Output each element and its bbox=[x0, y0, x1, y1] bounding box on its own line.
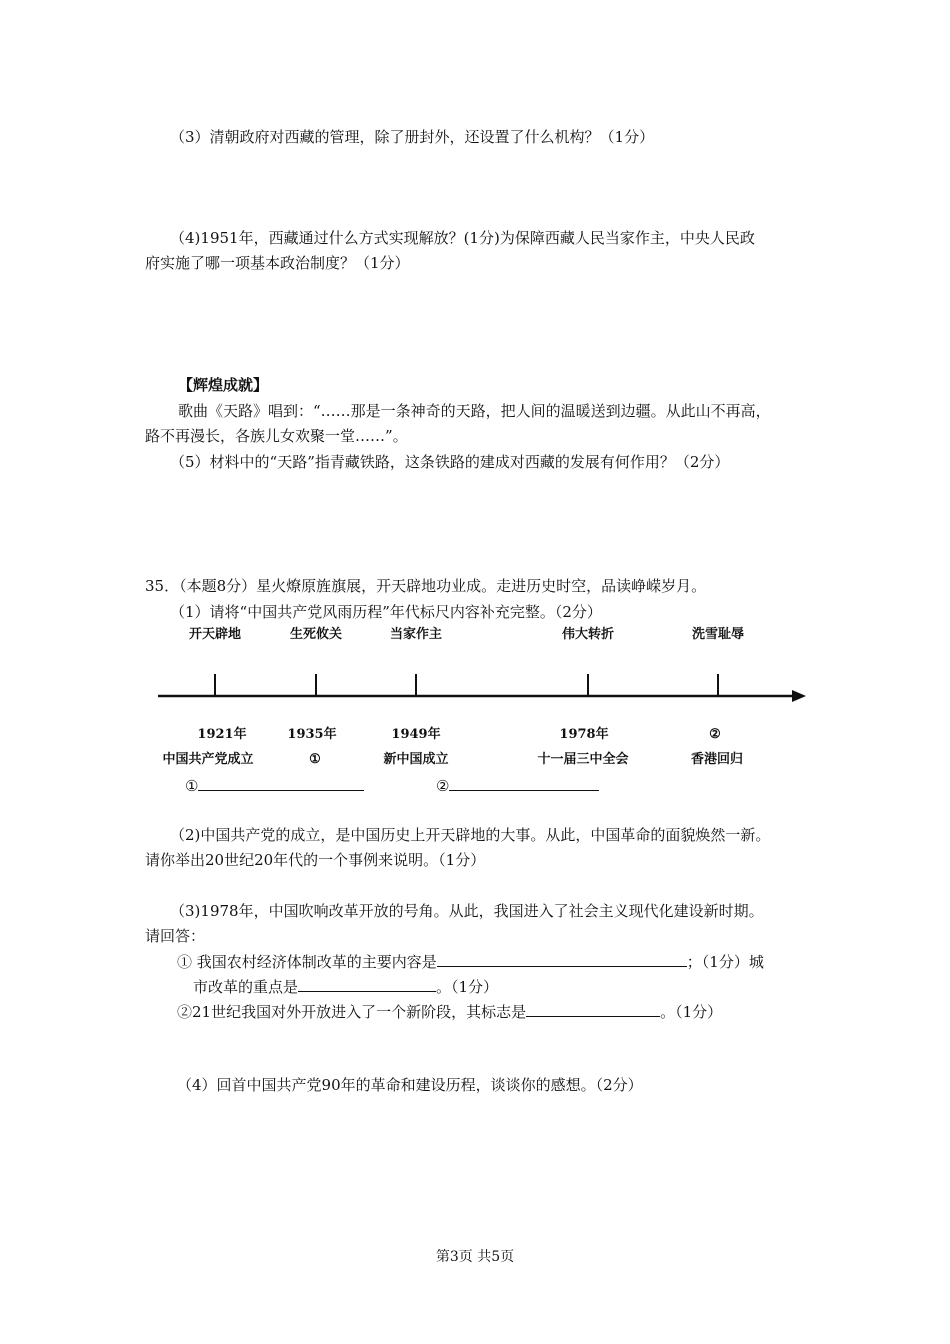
section-title: 【辉煌成就】 bbox=[178, 376, 269, 394]
timeline-event-3: 新中国成立 bbox=[383, 752, 449, 767]
q34-sub4-line1: （4)1951年，西藏通过什么方式实现解放？(1分)为保障西藏人民当家作主，中央人民政 bbox=[170, 229, 755, 247]
timeline-event-5: 香港回归 bbox=[690, 752, 744, 767]
q34-sub5: （5）材料中的“天路”指青藏铁路，这条铁路的建成对西藏的发展有何作用？（2分） bbox=[170, 453, 730, 471]
sub3-item2-suffix: 。（1分） bbox=[660, 1003, 723, 1021]
q34-sub3: （3）清朝政府对西藏的管理，除了册封外，还设置了什么机构？（1分） bbox=[170, 128, 655, 146]
q35-sub3-item2 bbox=[177, 1001, 722, 1022]
blank-mark-1: ① bbox=[185, 777, 199, 795]
timeline-event-1: 中国共产党成立 bbox=[162, 752, 254, 767]
blank-urban-reform[interactable] bbox=[298, 976, 436, 992]
timeline-axis bbox=[150, 664, 810, 704]
q35-sub2-line1: （2)中国共产党的成立，是中国历史上开天辟地的大事。从此，中国革命的面貌焕然一新。 bbox=[170, 826, 771, 844]
timeline-year-4: 1978年 bbox=[559, 727, 609, 742]
timeline-top-label-1: 开天辟地 bbox=[188, 627, 242, 642]
q35-sub3-line2: 请回答： bbox=[145, 927, 206, 945]
material-line1: 歌曲《天路》唱到：“……那是一条神奇的天路，把人间的温暖送到边疆。从此山不再高， bbox=[178, 402, 771, 420]
timeline-event-4: 十一届三中全会 bbox=[537, 752, 629, 767]
q35-sub3-item1 bbox=[177, 951, 764, 972]
timeline-answer-1[interactable] bbox=[185, 775, 364, 796]
timeline-year-5: ② bbox=[709, 727, 721, 742]
q35-sub1: （1）请将“中国共产党风雨历程”年代标尺内容补充完整。（2分） bbox=[170, 603, 602, 621]
page-footer: 第3页 共5页 bbox=[435, 1249, 515, 1265]
blank-mark-2: ② bbox=[436, 777, 450, 795]
sub3-item1-suffix: ；（1分）城 bbox=[686, 953, 764, 971]
blank-rural-reform[interactable] bbox=[437, 951, 687, 967]
timeline-top-label-3: 当家作主 bbox=[389, 627, 443, 642]
sub3-item1-cont-suffix: 。（1分） bbox=[436, 978, 499, 996]
blank-line-1[interactable] bbox=[198, 775, 364, 791]
sub3-item1-prefix: ① 我国农村经济体制改革的主要内容是 bbox=[177, 953, 437, 971]
sub3-item1-cont-prefix: 市改革的重点是 bbox=[193, 978, 299, 996]
timeline-top-label-2: 生死攸关 bbox=[289, 627, 343, 642]
sub3-item2-prefix: ②21世纪我国对外开放进入了一个新阶段，其标志是 bbox=[177, 1003, 527, 1021]
timeline-year-2: 1935年 bbox=[287, 727, 337, 742]
timeline-event-2: ① bbox=[309, 752, 321, 767]
q35-intro: 35．（本题8分）星火燎原旌旗展，开天辟地功业成。走进历史时空，品读峥嵘岁月。 bbox=[145, 577, 707, 595]
blank-opening-up[interactable] bbox=[526, 1001, 660, 1017]
timeline-top-label-4: 伟大转折 bbox=[561, 627, 615, 642]
blank-line-2[interactable] bbox=[449, 775, 599, 791]
timeline-year-3: 1949年 bbox=[391, 727, 441, 742]
timeline-top-label-5: 洗雪耻辱 bbox=[691, 627, 745, 642]
timeline-answer-2[interactable] bbox=[436, 775, 599, 796]
q35-sub3-item1-cont bbox=[193, 976, 498, 997]
q35-sub3-line1: （3)1978年，中国吹响改革开放的号角。从此，我国进入了社会主义现代化建设新时期。 bbox=[170, 902, 764, 920]
material-line2: 路不再漫长，各族儿女欢聚一堂……”。 bbox=[145, 427, 408, 445]
timeline-year-1: 1921年 bbox=[197, 727, 247, 742]
q35-sub2-line2: 请你举出20世纪20年代的一个事例来说明。（1分） bbox=[145, 851, 486, 869]
timeline-arrow-icon bbox=[792, 690, 806, 702]
q34-sub4-line2: 府实施了哪一项基本政治制度？（1分） bbox=[145, 254, 410, 272]
q35-sub4: （4）回首中国共产党90年的革命和建设历程，谈谈你的感想。（2分） bbox=[177, 1076, 643, 1094]
